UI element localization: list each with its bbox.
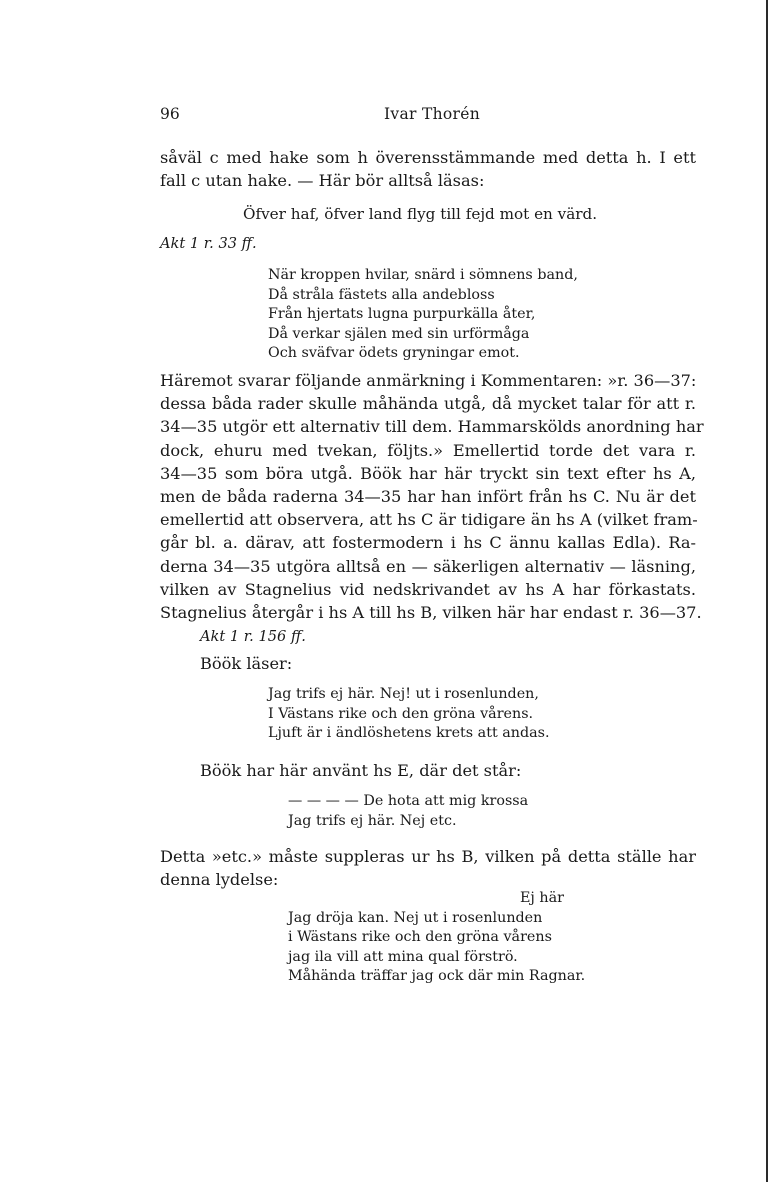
text-line: denna lydelse:	[160, 870, 279, 890]
verse-line: Måhända träffar jag ock där min Ragnar.	[288, 968, 586, 985]
verse-line: Jag dröja kan. Nej ut i rosenlunden	[288, 909, 543, 926]
verse-line: Från hjertats lugna purpurkälla åter,	[268, 306, 536, 323]
paragraph-1	[160, 146, 696, 192]
running-title: Ivar Thorén	[384, 105, 480, 123]
verse-line: Jag trifs ej här. Nej etc.	[288, 812, 457, 829]
quote-line: Öfver haf, öfver land flyg till fejd mot en värd.	[243, 205, 598, 223]
verse-line: När kroppen hvilar, snärd i sömnens band,	[268, 267, 578, 283]
text-line: vilken av Stagnelius vid nedskrivandet av hs A har förkastats.	[160, 579, 696, 599]
text-line: Häremot svarar följande anmärkning i Kommentaren: »r. 36—37:	[160, 371, 697, 390]
verse-line: jag ila vill att mina qual förströ.	[288, 948, 518, 965]
verse-line: Ljuft är i ändlöshetens krets att andas.	[268, 725, 550, 742]
paragraph-3	[160, 845, 696, 891]
text-line: 34—35 som böra utgå. Böök har här tryckt sin text efter hs A,	[160, 463, 696, 483]
text-line: fall c utan hake. — Här bör alltså läsas:	[160, 171, 485, 191]
section-reference-1: Akt 1 r. 33 ff.	[160, 235, 257, 252]
paragraph-2	[160, 369, 704, 624]
verse-block-3	[288, 792, 528, 831]
text-line: såväl c med hake som h överensstämmande med detta h. I ett	[160, 148, 696, 167]
intro-boek-laeser: Böök läser:	[200, 654, 293, 673]
verse-block-4	[288, 889, 585, 987]
verse-line: Ej här	[520, 890, 564, 906]
text-line: Detta »etc.» måste suppleras ur hs B, vilken på detta ställe har	[160, 847, 696, 866]
text-line: dock, ehuru med tvekan, följts.» Emellertid torde det vara r.	[160, 440, 696, 460]
intro-hs-e: Böök har här använt hs E, där det står:	[200, 761, 522, 780]
text-line: men de båda raderna 34—35 har han infört från hs C. Nu är det	[160, 487, 696, 507]
verse-line: Jag trifs ej här. Nej! ut i rosenlunden,	[268, 686, 539, 702]
verse-line: i Wästans rike och den gröna vårens	[288, 929, 552, 946]
verse-line: Då verkar själen med sin urförmåga	[268, 325, 530, 342]
text-line: Stagnelius återgår i hs A till hs B, vilken här har endast r. 36—37.	[160, 603, 702, 623]
section-reference-2: Akt 1 r. 156 ff.	[200, 628, 306, 645]
text-line: 34—35 utgör ett alternativ till dem. Hammarskölds anordning har	[160, 417, 704, 437]
verse-block-2	[268, 685, 550, 744]
verse-line: I Västans rike och den gröna vårens.	[268, 705, 534, 722]
text-line: går bl. a. därav, att fostermodern i hs C ännu kallas Edla). Ra-	[160, 533, 696, 553]
text-line: derna 34—35 utgöra alltså en — säkerligen alternativ — läsning,	[160, 556, 696, 576]
verse-line: Då stråla fästets alla andebloss	[268, 286, 495, 303]
page-number: 96	[160, 105, 180, 123]
text-line: emellertid att observera, att hs C är tidigare än hs A (vilket fram-	[160, 510, 698, 530]
verse-line: — — — — De hota att mig krossa	[288, 793, 529, 809]
text-line: dessa båda rader skulle måhända utgå, då mycket talar för att r.	[160, 394, 696, 414]
verse-block-1	[268, 266, 578, 364]
page-edge-line	[766, 0, 768, 1182]
verse-line: Och sväfvar ödets gryningar emot.	[268, 345, 520, 362]
